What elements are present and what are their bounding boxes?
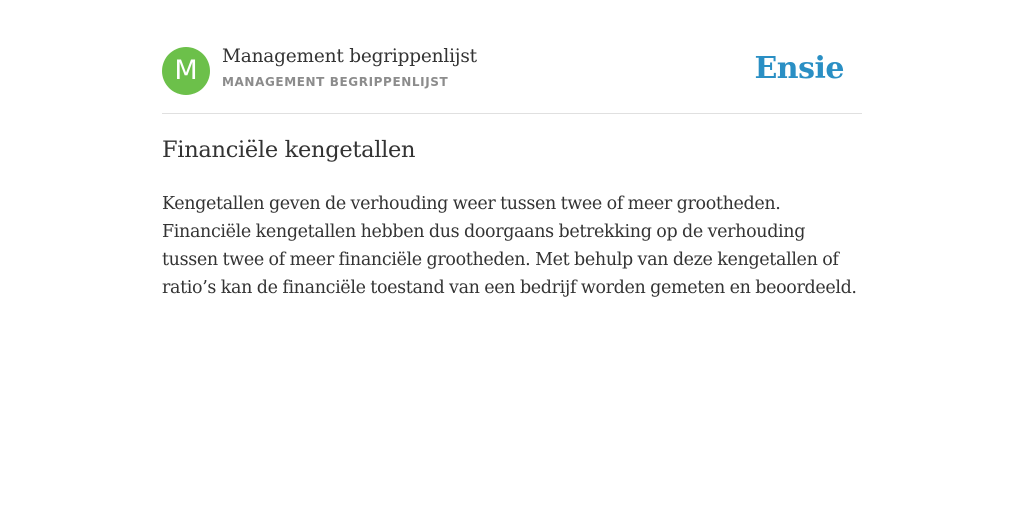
ensie-logo[interactable]: Ensie	[754, 51, 844, 86]
dictionary-subtitle: MANAGEMENT BEGRIPPENLIJST	[222, 75, 449, 89]
header	[162, 46, 862, 96]
term-heading: Financiële kengetallen	[162, 137, 416, 163]
definition-text: Kengetallen geven de verhouding weer tussen twee of meer grootheden. Financiële kengetallen hebben dus doorgaans betrekking op de verhouding tussen twee of meer financiële grootheden. Met behulp van deze kengetallen of ratio’s kan de financiële toestand van een bedrijf worden gemeten en beoordeeld.	[162, 194, 857, 298]
dictionary-title-link[interactable]: Management begrippenlijst	[222, 46, 477, 67]
avatar[interactable]: M	[162, 47, 210, 95]
divider	[162, 113, 862, 114]
